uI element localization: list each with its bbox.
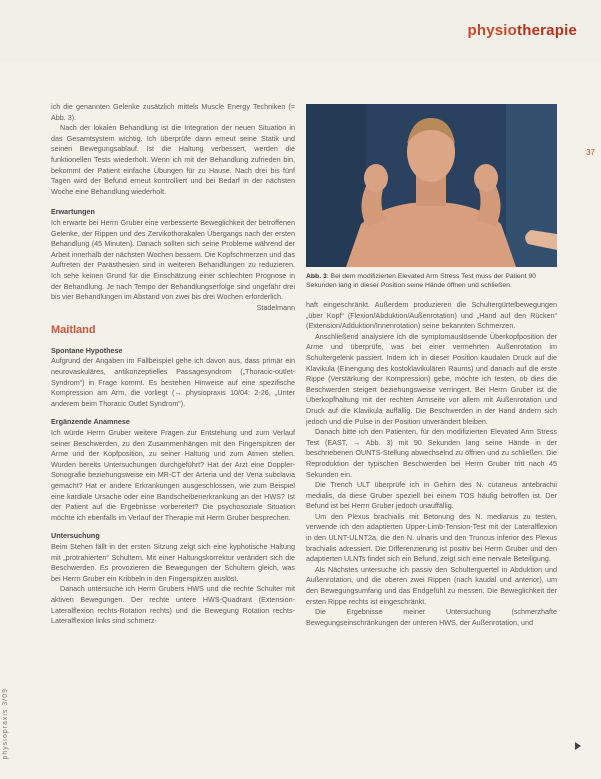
paragraph-right-5: Um den Plexus brachialis mit Betonung des N. medianus zu testen, verwende ich den adaptierten Upper-Limb-Tension-Test mit der Lateralflexion in den ULNT-ULNT2a, die den N. ulnaris und den Truncus inferior des Plexus brachialis adressiert. Die Differenzierung ist positiv bei Herrn Gruber und den adaptierten ULNTs findet sich ein Befund, zeigt sich eine nervale Beteiligung. bbox=[306, 511, 557, 564]
heading-expectations: Erwartungen bbox=[51, 207, 95, 217]
paragraph-expectations: Ich erwarte bei Herrn Gruber eine verbesserte Beweglichkeit der betroffenen Gelenke, der Rippen und des Zervikothorakalen Übergangs nach der ersten Behandlung (45 Minuten). Danach sollten sich seine Probleme während der Arbeit innerhalb der nächsten Wochen bessern. Die Kopfschmerzen und das Auftreten der Parästhesien sind in weiteren Behandlungen zu reduzieren. Ich sehe keinen Grund für die Einschätzung einer schlechten Prognose in der Behandlung. Je nach Tempo der Behandlungserfolge sind ungefähr drei bis vier Behandlungen im Abstand von zwei bis drei Wochen erforderlich. bbox=[51, 217, 295, 302]
paragraph-hypothesis: Aufgrund der Angaben im Fallbeispiel gehe ich davon aus, dass primär ein neurovaskuläres, antikonzeptielles Passagesyndrom („Thoracic-outlet-Syndrom“) in Frage kommt. Es bestehen Hinweise auf eine spezifische Kompression am Arm, die vorliegt (→ physiopraxis 10/04: 2-26, „Unter anderem beim Thoracic Outlet Syndrom“). bbox=[51, 356, 295, 408]
paragraph-right-6: Als Nächstes untersuche ich passiv den Schulterguertel in Abduktion und Außenrotation, und die oberen zwei Rippen (nach kaudal und anterior), um den Bewegungsumfang und das Endgefühl zu messen. Die Beweglichkeit der ersten Rippe rechts ist eingeschränkt. bbox=[306, 564, 557, 606]
paragraph-right-7: Die Ergebnisse meiner Untersuchung (schmerzhafte Bewegungseinschränkungen der unteren HWS, der Außenrotation, und bbox=[306, 607, 557, 627]
patient-photo-illustration bbox=[306, 104, 557, 267]
paragraph-right-3: Danach bitte ich den Patienten, für den modifizierten Elevated Arm Stress Test (EAST, → Abb. 3) mit 90 Sekunden lang seine Hände in der beschriebenen OUNTS-Stellung abwechselnd zu öffnen und zu schließen. Die Reproduktion der typischen Beschwerden bei Herrn Gruber tritt nach 45 Sekunden ein. bbox=[306, 427, 557, 479]
paragraph-intro: ich die genannten Gelenke zusätzlich mittels Muscle Energy Techniken (= Abb. 3). bbox=[51, 102, 295, 122]
brand-part-physio: physio bbox=[467, 22, 518, 39]
section-title-maitland: Maitland bbox=[51, 324, 96, 337]
brand-part-therapie: therapie bbox=[517, 22, 577, 39]
page-header bbox=[0, 0, 601, 62]
left-column bbox=[51, 102, 295, 627]
paragraph-exam-2: Danach untersuche ich Herrn Grubers HWS und die rechte Schulter mit aktiven Bewegungen. Der rechte untere HWS-Quadrant (Extension-Lateralflexion rechts-Rotation rechts) und die Bewegung Rotation rechts-Lateralflexion links sind schmerz- bbox=[51, 584, 295, 626]
paragraph-anamnesis: Ich würde Herrn Gruber weitere Fragen zur Entstehung und zum Verlauf seiner Beschwerden, zu den Zusammenhängen mit den Fingerspitzen der Arme und der Kopfposition, zu seiner Haltung und zum Atmen stellen. Wurden bereits Untersuchungen durchgeführt? Hat der Arzt eine Doppler-Sonografie beziehungsweise ein MR-CT der Arteria und der Vena subclavia gemacht? Hat er andere Erkrankungen ausgeschlossen, wie zum Beispiel eine kardiale Ursache oder eine Bandscheibenerkrankung an der HWS? Ist der Patient auf die Ergebnisse vorbereitet? Die psychosoziale Situation möchte ich ebenfalls im Verlauf der Therapie mit Herrn Gruber besprechen. bbox=[51, 428, 295, 522]
magazine-brand bbox=[468, 22, 578, 39]
paragraph-continued: haft eingeschränkt. Außerdem produzieren die Schultergürtelbewegungen „über Kopf“ (Flexion/Abduktion/Außenrotation) und „Hand auf den Rücken“ (Extension/Adduktion/Innenrotation) seine bekannten Schmerzen. bbox=[306, 300, 557, 331]
author-stadelmann: Stadelmann bbox=[256, 302, 295, 312]
issue-side-label: physiopraxis 3/09 bbox=[2, 687, 9, 759]
patient-photo bbox=[306, 104, 557, 267]
caption-label: Abb. 3 bbox=[306, 273, 327, 280]
continue-arrow-icon bbox=[575, 742, 581, 750]
heading-hypothesis: Spontane Hypothese bbox=[51, 345, 123, 355]
caption-text: : Bei dem modifizierten Elevated Arm Stress Test muss der Patient 90 Sekunden lang in dieser Position seine Hände öffnen und schließen. bbox=[306, 273, 536, 289]
heading-exam: Untersuchung bbox=[51, 531, 100, 541]
paragraph-right-4: Die Trench ULT überprüfe ich in Gehirn des N. cutaneus antebrachii medialis, da diese Gruber speziell bei einem TOS häufig betroffen ist. Der Befund ist bei Herrn Gruber jedoch unauffällig. bbox=[306, 480, 557, 511]
paragraph-exam: Beim Stehen fällt in der ersten Sitzung zeigt sich eine kyphotische Haltung mit „protrahierten“ Schultern. Mit einer Haltungskorrektur verändert sich die Beschwerden. Es provozieren die Bewegungen der Schultern gleich, was bei Herrn Gruber ein Kribbeln in den Fingerspitzen auslöst. bbox=[51, 541, 295, 583]
paragraph-right-2: Anschließend analysiere ich die symptomauslösende Überkopfposition der Arme und überprüfe, was bei einer vermehrten Außenrotation im Schultergelenk passiert. Indem ich in dieser Position kaudalen Druck auf die Klavikula (Einengung des kostoklavikulären Raums) und danach auf die erste Rippe (Verstärkung der Kompression) gebe, möchte ich testen, ob dies die Beschwerden steigert beziehungsweise verringert. Bei Herrn Gruber ist die Überkopfhaltung mit der rechten Armseite vor allem mit Außenrotation und Druck auf die Klavikula auffällig. Die Beschwerden in der Hand ändern sich jedoch und die Pulse in der Position unverändert bleiben. bbox=[306, 331, 557, 426]
photo-caption bbox=[306, 272, 557, 290]
paragraph-intro-2: Nach der lokalen Behandlung ist die Integration der neuen Situation in das Gesamtsystem wichtig. Ich überprüfe dann erneut seine Statik und seinen Bewegungsablauf. Ist die Haltung verbessert, werden die funktionellen Tests wiederholt. Wenn ich mit der Behandlung zufrieden bin, bekommt der Patient einfache Übungen für zu Hause. Nach drei bis fünf Tagen wird der Befund erneut kontrolliert und bei Bedarf in der nächsten Woche eine Behandlung wiederholt. bbox=[51, 123, 295, 196]
heading-anamnesis: Ergänzende Anamnese bbox=[51, 417, 130, 427]
right-column bbox=[306, 300, 557, 628]
page-number: 37 bbox=[586, 148, 595, 157]
